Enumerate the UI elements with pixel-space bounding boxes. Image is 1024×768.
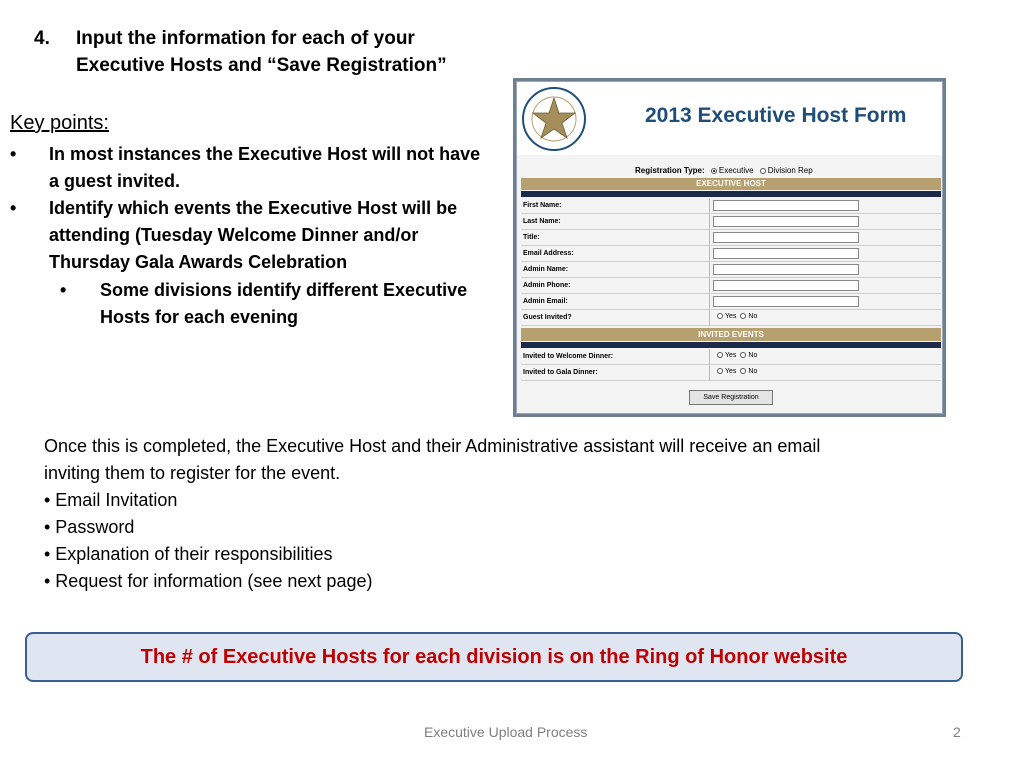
key-point-2-line-2: attending (Tuesday Welcome Dinner and/or [49,225,419,245]
admin-phone-input[interactable] [713,280,859,291]
field-row-guest [521,310,941,326]
callout-box [25,632,963,682]
form-header [517,82,942,155]
list-item: • Email Invitation [44,490,178,510]
step-number: 4. [34,28,50,49]
key-point-2-line-1: Identify which events the Executive Host will be [49,198,458,218]
step-line-1: Input the information for each of your [76,28,415,49]
field-label: Guest Invited? [523,314,572,321]
paragraph-line-2: inviting them to register for the event. [44,463,341,483]
first-name-input[interactable] [713,200,859,211]
ring-of-honor-logo [521,86,587,152]
bullet-icon: • [10,144,17,164]
radio-label: Yes [725,368,737,375]
paragraph-line-1: Once this is completed, the Executive Host and their Administrative assistant will receive an email [44,436,821,456]
field-label: Admin Phone: [523,282,571,289]
radio-label: No [748,352,758,359]
info-paragraph [44,433,974,595]
admin-name-input[interactable] [713,264,859,275]
key-points-title: Key points: [10,112,109,134]
field-row-title [521,230,941,246]
radio-label: Yes [725,352,737,359]
admin-email-input[interactable] [713,296,859,307]
field-label: Admin Email: [523,298,568,305]
field-row-first-name [521,198,941,214]
field-row-admin-phone [521,278,941,294]
list-item: • Password [44,517,135,537]
radio-label: Yes [725,313,737,320]
field-label: Title: [523,234,540,241]
guest-yes-radio[interactable] [717,313,723,319]
footer-title: Executive Upload Process [424,724,588,740]
key-point-1-line-2: a guest invited. [49,171,181,191]
bullet-icon: • [10,198,17,218]
field-label: Email Address: [523,250,574,257]
form-title: 2013 Executive Host Form [645,104,907,127]
gala-yes-radio[interactable] [717,368,723,374]
radio-executive[interactable] [711,168,717,174]
section-executive-host: EXECUTIVE HOST [521,178,941,190]
save-registration-button[interactable]: Save Registration [689,390,773,405]
section-divider [521,342,941,348]
guest-no-radio[interactable] [740,313,746,319]
radio-division-rep[interactable] [760,168,766,174]
title-input[interactable] [713,232,859,243]
field-label: Last Name: [523,218,561,225]
last-name-input[interactable] [713,216,859,227]
field-row-admin-email [521,294,941,310]
key-point-2-line-3: Thursday Gala Awards Celebration [49,252,348,272]
field-label: Invited to Gala Dinner: [523,369,598,376]
field-row-email [521,246,941,262]
field-label: Admin Name: [523,266,569,273]
section-invited-events: INVITED EVENTS [521,328,941,341]
section-divider [521,191,941,197]
radio-division-rep-label: Division Rep [767,166,813,175]
key-sub-point-line-2: Hosts for each evening [100,307,299,327]
page-number: 2 [953,724,961,740]
field-row-welcome-dinner [521,349,941,365]
form-screenshot [513,78,946,417]
field-row-admin-name [521,262,941,278]
email-input[interactable] [713,248,859,259]
registration-type-label: Registration Type: [635,166,705,175]
key-sub-point-line-1: Some divisions identify different Executive [100,280,468,300]
radio-label: No [748,368,758,375]
bullet-icon: • [60,280,67,300]
field-label: Invited to Welcome Dinner: [523,353,614,360]
field-row-gala-dinner [521,365,941,381]
list-item: • Request for information (see next page) [44,571,373,591]
radio-label: No [748,313,758,320]
gala-no-radio[interactable] [740,368,746,374]
field-label: First Name: [523,202,562,209]
welcome-no-radio[interactable] [740,352,746,358]
radio-executive-label: Executive [718,166,754,175]
callout-text: The # of Executive Hosts for each division is on the Ring of Honor website [140,646,848,668]
step-line-2: Executive Hosts and “Save Registration” [76,55,447,76]
list-item: • Explanation of their responsibilities [44,544,333,564]
welcome-yes-radio[interactable] [717,352,723,358]
key-point-1-line-1: In most instances the Executive Host will not have [49,144,481,164]
field-row-last-name [521,214,941,230]
registration-type-row [635,166,813,175]
